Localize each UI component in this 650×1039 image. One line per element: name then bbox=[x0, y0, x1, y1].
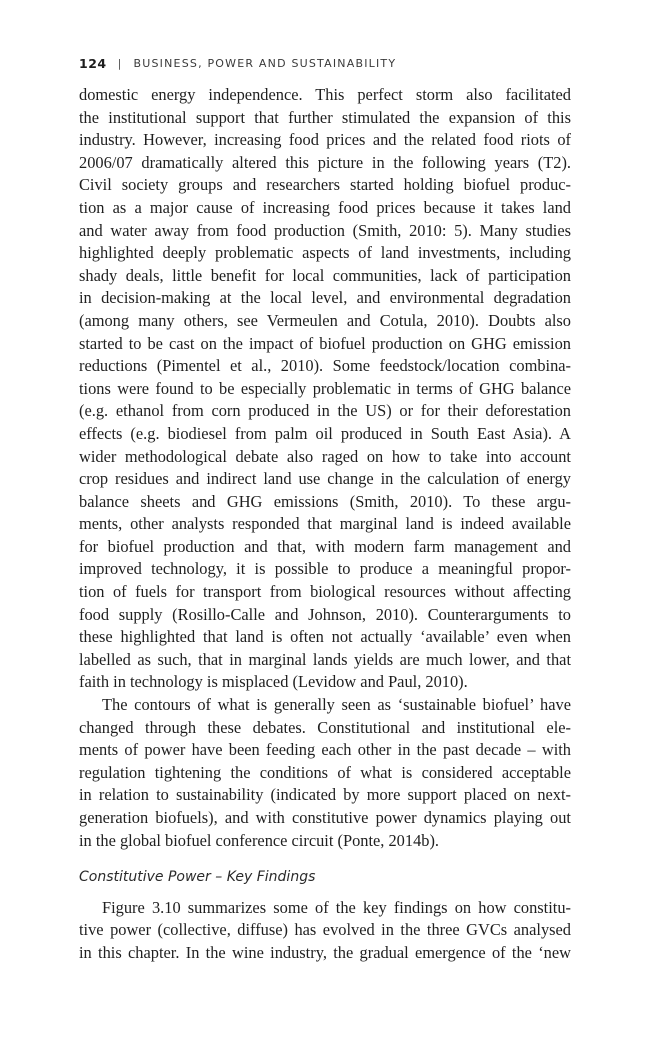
text-line: for biofuel production and that, with modern farm management and bbox=[79, 536, 571, 556]
text-line: ments of power have been feeding each other in the past decade – with bbox=[79, 740, 571, 760]
text-line: shady deals, little benefit for local communities, lack of participation bbox=[79, 265, 571, 285]
page-number: 124 bbox=[79, 56, 107, 71]
text-line: in the global biofuel conference circuit (Ponte, 2014b). bbox=[79, 830, 440, 850]
text-line: regulation tightening the conditions of what is considered acceptable bbox=[79, 762, 571, 782]
paragraph-1 bbox=[79, 84, 571, 694]
text-line: The contours of what is generally seen as ‘sustainable biofuel’ have bbox=[102, 695, 571, 715]
text-line: in this chapter. In the wine industry, the gradual emergence of the ‘new bbox=[79, 942, 571, 962]
text-line: ments, other analysts responded that marginal land is indeed available bbox=[79, 514, 571, 534]
paragraph-2 bbox=[79, 694, 571, 852]
text-line: changed through these debates. Constitutional and institutional ele- bbox=[79, 717, 571, 737]
text-line: (e.g. ethanol from corn produced in the US) or for their deforestation bbox=[79, 401, 571, 421]
text-line: Figure 3.10 summarizes some of the key findings on how constitu- bbox=[102, 897, 571, 917]
text-line: domestic energy independence. This perfect storm also facilitated bbox=[79, 85, 571, 104]
text-line: 2006/07 dramatically altered this picture in the following years (T2). bbox=[79, 152, 571, 172]
text-line: these highlighted that land is often not actually ‘available’ even when bbox=[79, 627, 571, 647]
text-line: improved technology, it is possible to produce a meaningful propor- bbox=[79, 559, 571, 579]
text-line: effects (e.g. biodiesel from palm oil produced in South East Asia). A bbox=[79, 423, 571, 443]
text-line: wider methodological debate also raged on how to take into account bbox=[79, 446, 571, 466]
text-line: tions were found to be especially problematic in terms of GHG balance bbox=[79, 378, 571, 398]
text-line: Civil society groups and researchers started holding biofuel produc- bbox=[79, 175, 571, 195]
text-line: highlighted deeply problematic aspects of land investments, including bbox=[79, 243, 571, 263]
running-title: BUSINESS, POWER AND SUSTAINABILITY bbox=[133, 57, 397, 70]
text-line: the institutional support that further stimulated the expansion of this bbox=[79, 107, 571, 127]
text-line: and water away from food production (Smith, 2010: 5). Many studies bbox=[79, 220, 571, 240]
text-line: tion of fuels for transport from biological resources without affecting bbox=[79, 582, 571, 602]
text-line: balance sheets and GHG emissions (Smith, 2010). To these argu- bbox=[79, 491, 571, 511]
text-line: tion as a major cause of increasing food prices because it takes land bbox=[79, 197, 571, 217]
text-line: industry. However, increasing food prices and the related food riots of bbox=[79, 130, 571, 150]
section-subheading: Constitutive Power – Key Findings bbox=[79, 869, 316, 886]
running-header bbox=[79, 56, 396, 71]
section-gap bbox=[79, 852, 571, 866]
text-line: started to be cast on the impact of biofuel production on GHG emission bbox=[79, 333, 571, 353]
paragraph-3 bbox=[79, 897, 571, 965]
text-line: crop residues and indirect land use change in the calculation of energy bbox=[79, 469, 571, 489]
header-separator: | bbox=[117, 57, 123, 70]
text-line: in relation to sustainability (indicated by more support placed on next- bbox=[79, 785, 571, 805]
text-line: food supply (Rosillo-Calle and Johnson, 2010). Counterarguments to bbox=[79, 604, 571, 624]
text-line: (among many others, see Vermeulen and Cotula, 2010). Doubts also bbox=[79, 310, 571, 330]
subheading-gap bbox=[79, 889, 571, 897]
text-line: reductions (Pimentel et al., 2010). Some feedstock/location combina- bbox=[79, 356, 571, 376]
body-text bbox=[79, 84, 571, 965]
text-line: faith in technology is misplaced (Levidow and Paul, 2010). bbox=[79, 672, 468, 692]
text-line: generation biofuels), and with constitutive power dynamics playing out bbox=[79, 808, 571, 827]
text-line: tive power (collective, diffuse) has evolved in the three GVCs analysed bbox=[79, 920, 571, 940]
text-line: labelled as such, that in marginal lands yields are much lower, and that bbox=[79, 649, 571, 669]
text-line: in decision-making at the local level, and environmental degradation bbox=[79, 288, 571, 308]
